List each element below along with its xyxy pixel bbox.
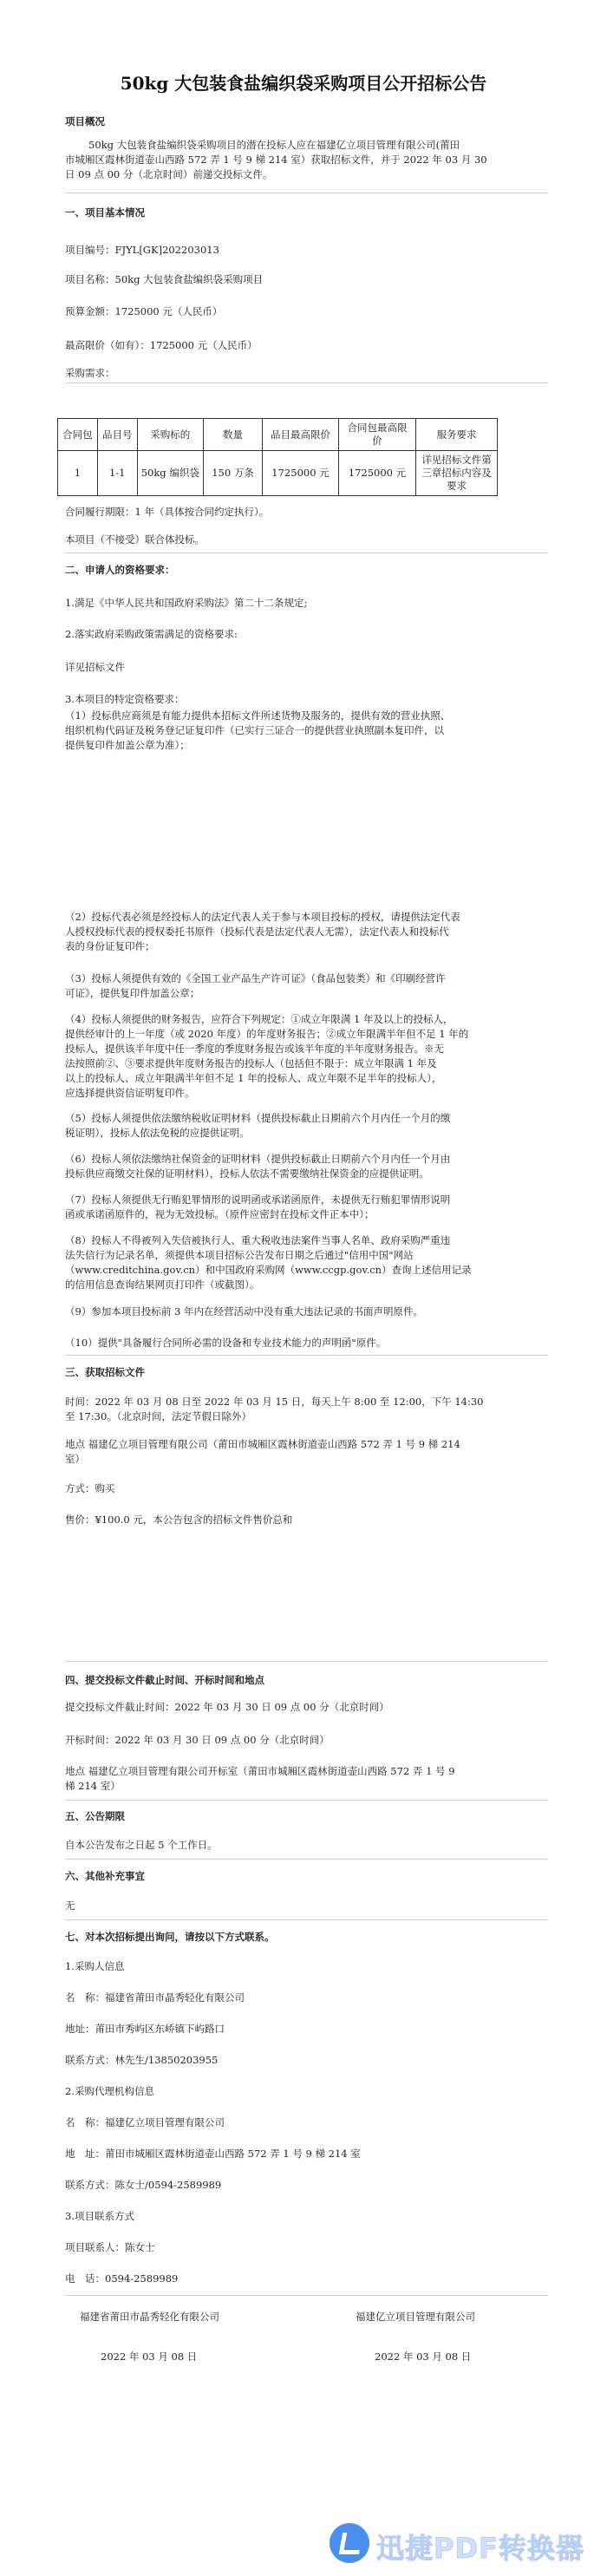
opening-place-line-2: 梯 214 室）	[65, 1780, 121, 1792]
signature-agency-org: 福建亿立项目管理有限公司	[356, 2311, 475, 2323]
table-cell: 1	[58, 451, 98, 496]
purchaser-title: 1.采购人信息	[65, 1960, 125, 1972]
requirement-5-line-1: （5）投标人须提供依法缴纳税收证明材料（提供投标截止日期前六个月内任一个月的缴	[65, 1112, 451, 1124]
section-4-heading: 四、提交投标文件截止时间、开标时间和地点	[65, 1674, 264, 1686]
overview-line-1: 50kg 大包装食盐编织袋采购项目的潜在投标人应在福建亿立项目管理有限公司(莆田	[88, 139, 460, 151]
divider	[65, 1859, 548, 1860]
table-header-cell: 服务要求	[416, 419, 498, 451]
demand-label: 采购需求：	[65, 367, 115, 379]
supplementary-text: 无	[65, 1899, 75, 1912]
requirement-4-line-4: 法按照前②、③要求提供年度财务报告的投标人（包括但不限于：成立年限满 1 年及	[65, 1057, 437, 1069]
qualification-item-1: 1.满足《中华人民共和国政府采购法》第二十二条规定;	[65, 597, 308, 609]
table-header-cell: 合同包	[58, 419, 98, 451]
qualification-item-3: 3.本项目的特定资格要求：	[65, 693, 185, 705]
section-2-heading: 二、申请人的资格要求：	[65, 564, 175, 576]
requirement-2-line-2: 人授权投标代表的授权委托书原件（投标代表是法定代表人无需），法定代表人和投标代	[65, 925, 449, 938]
qualification-item-2-detail: 详见招标文件	[65, 661, 125, 673]
pdf-converter-logo-icon	[330, 2523, 369, 2563]
table-cell: 1725000 元	[263, 451, 339, 496]
budget-amount: 预算金额：1725000 元（人民币）	[65, 305, 223, 317]
opening-place-line-1: 地点 福建亿立项目管理有限公司开标室（莆田市城厢区霞林街道壶山西路 572 弄 1 号 9	[65, 1765, 455, 1777]
requirement-8-line-4: 的信用信息查询结果网页打印件（或截图）。	[65, 1278, 260, 1291]
section-7-heading: 七、对本次招标提出询问，请按以下方式联系。	[65, 1931, 275, 1943]
requirement-9: （9）参加本项目投标前 3 年内在经营活动中没有重大违法记录的书面声明原件。	[65, 1305, 423, 1317]
signature-agency-date: 2022 年 03 月 08 日	[375, 2350, 472, 2363]
project-contact-person: 项目联系人：陈女士	[65, 2241, 155, 2253]
acquire-time-line-1: 时间：2022 年 03 月 08 日至 2022 年 03 月 15 日，每天上午 8:00 至 12:00，下午 14:30	[65, 1396, 484, 1408]
watermark-text: 迅捷PDF转换器	[376, 2532, 584, 2565]
section-1-heading: 一、项目基本情况	[65, 206, 145, 219]
agency-name: 名 称：福建亿立项目管理有限公司	[65, 2116, 225, 2128]
divider	[65, 552, 548, 553]
divider	[65, 1661, 548, 1662]
table-header-row	[58, 419, 498, 451]
divider	[65, 382, 548, 383]
divider	[65, 1919, 548, 1920]
section-5-heading: 五、公告期限	[65, 1810, 125, 1822]
procurement-table	[57, 418, 498, 496]
table-header-cell: 采购标的	[137, 419, 203, 451]
notice-period: 自本公告发布之日起 5 个工作日。	[65, 1839, 218, 1851]
table-row	[58, 451, 498, 496]
page-title: 50kg 大包装食盐编织袋采购项目公开招标公告	[120, 73, 487, 94]
contract-period: 合同履行期限：1 年（具体按合同约定执行）。	[65, 506, 270, 518]
requirement-10: （10）提供"具备履行合同所必需的设备和专业技术能力的声明函"原件。	[65, 1337, 387, 1349]
requirement-8-line-1: （8）投标人不得被列入失信被执行人、重大税收违法案件当事人名单、政府采购严重违	[65, 1234, 451, 1246]
requirement-6-line-2: 投标供应商缴交社保的证明材料），投标人依法不需要缴纳社保资金的应提供证明。	[65, 1167, 429, 1180]
acquire-place-line-1: 地点 福建亿立项目管理有限公司（莆田市城厢区霞林街道壶山西路 572 弄 1 号 9 梯 214	[65, 1438, 460, 1450]
project-contact-title: 3.项目联系方式	[65, 2210, 134, 2222]
requirement-1-line-2: 组织机构代码证及税务登记证复印件（已实行三证合一的提供营业执照副本复印件，以	[65, 724, 444, 736]
requirement-1-line-1: （1）投标供应商须是有能力提供本招标文件所述货物及服务的，提供有效的营业执照、	[65, 709, 451, 722]
table-cell: 详见招标文件第三章招标内容及要求	[416, 451, 498, 496]
table-header-cell: 合同包最高限价	[338, 419, 415, 451]
overview-heading: 项目概况	[65, 115, 105, 127]
pdf-converter-watermark	[330, 2520, 598, 2568]
divider	[65, 1355, 548, 1356]
qualification-item-2: 2.落实政府采购政策需满足的资格要求:	[65, 628, 238, 640]
requirement-4-line-6: 应选择提供资信证明复印件。	[65, 1087, 195, 1099]
requirement-2-line-3: 表的身份证复印件；	[65, 940, 155, 952]
requirement-6-line-1: （6）投标人须依法缴纳社保资金的证明材料（提供投标截止日期前六个月内任一个月由	[65, 1153, 451, 1165]
overview-line-3: 日 09 点 00 分（北京时间）前递交投标文件。	[65, 168, 273, 180]
table-cell: 150 万条	[203, 451, 262, 496]
section-6-heading: 六、其他补充事宜	[65, 1870, 145, 1882]
consortium-note: 本项目（不接受）联合体投标。	[65, 533, 205, 546]
requirement-2-line-1: （2）投标代表必须是经投标人的法定代表人关于参与本项目投标的授权，请提供法定代表	[65, 911, 460, 923]
acquire-time-line-2: 至 17:30。（北京时间，法定节假日除外）	[65, 1410, 252, 1422]
requirement-4-line-3: 投标人，提供该半年度中任一季度的季度财务报告或该半年度的半年度财务报告。※无	[65, 1043, 444, 1055]
divider	[65, 2295, 548, 2296]
requirement-4-line-2: 提供经审计的上一年度（或 2020 年度）的年度财务报告；②成立年限满半年但不足 1 年的	[65, 1028, 469, 1040]
table-cell: 50kg 编织袋	[137, 451, 203, 496]
submission-deadline: 提交投标文件截止时间：2022 年 03 月 30 日 09 点 00 分（北京时间）	[65, 1701, 389, 1713]
table-cell: 1725000 元	[338, 451, 415, 496]
requirement-3-line-2: 可证》，提供复印件加盖公章；	[65, 987, 200, 999]
divider	[65, 1800, 548, 1801]
requirement-8-line-3: （www.creditchina.gov.cn）和中国政府采购网（www.ccgp.gov.cn）查询上述信用记录	[65, 1264, 472, 1276]
purchaser-name: 名 称：福建省莆田市晶秀轻化有限公司	[65, 1991, 245, 2004]
requirement-3-line-1: （3）投标人须提供有效的《全国工业产品生产许可证》（食品包装类）和《印刷经营许	[65, 972, 446, 984]
agency-contact: 联系方式：陈女士/0594-2589989	[65, 2179, 222, 2191]
section-3-heading: 三、获取招标文件	[65, 1366, 145, 1378]
requirement-7-line-2: 函或承诺函原件的，视为无效投标。（原件应密封在投标文件正本中）；	[65, 1208, 375, 1220]
purchaser-address: 地址：莆田市秀屿区东峤镇下屿路口	[65, 2023, 225, 2035]
agency-title: 2.采购代理机构信息	[65, 2085, 154, 2097]
purchaser-contact: 联系方式：林先生/13850203955	[65, 2054, 219, 2066]
project-name: 项目名称：50kg 大包装食盐编织袋采购项目	[65, 273, 264, 285]
requirement-4-line-5: 以上的投标人、成立年限满半年但不足 1 年的投标人、成立年限不足半年的投标人），	[65, 1072, 442, 1084]
table-header-cell: 品目号	[97, 419, 137, 451]
overview-line-2: 市城厢区霞林街道壶山西路 572 弄 1 号 9 梯 214 室）获取招标文件，并于 2022 年 03 月 30	[65, 154, 487, 166]
document-price: 售价：¥100.0 元，本公告包含的招标文件售价总和	[65, 1514, 293, 1526]
acquire-method: 方式：购买	[65, 1482, 115, 1494]
requirement-7-line-1: （7）投标人须提供无行贿犯罪情形的说明函或承诺函原件，未提供无行贿犯罪情形说明	[65, 1193, 451, 1206]
agency-address: 地 址：莆田市城厢区霞林街道壶山西路 572 弄 1 号 9 梯 214 室	[65, 2148, 361, 2160]
opening-time: 开标时间：2022 年 03 月 30 日 09 点 00 分（北京时间）	[65, 1734, 330, 1746]
max-price: 最高限价（如有）：1725000 元（人民币）	[65, 339, 258, 351]
table-header-cell: 品目最高限价	[263, 419, 339, 451]
project-contact-phone: 电 话：0594-2589989	[65, 2272, 179, 2285]
requirement-4-line-1: （4）投标人须提供的财务报告，应符合下列规定：①成立年限满 1 年及以上的投标人，	[65, 1013, 454, 1025]
acquire-place-line-2: 室）	[65, 1453, 85, 1465]
table-cell: 1-1	[97, 451, 137, 496]
signature-purchaser-date: 2022 年 03 月 08 日	[101, 2350, 198, 2363]
requirement-5-line-2: 税证明），投标人依法免税的应提供证明。	[65, 1127, 250, 1139]
project-number: 项目编号：FJYL[GK]202203013	[65, 244, 219, 256]
table-header-cell: 数量	[203, 419, 262, 451]
requirement-8-line-2: 法失信行为记录名单，须提供本项目招标公告发布日期之后通过"信用中国"网站	[65, 1249, 414, 1261]
signature-purchaser-org: 福建省莆田市晶秀轻化有限公司	[80, 2311, 219, 2323]
requirement-1-line-3: 提供复印件加盖公章为准）；	[65, 739, 190, 751]
